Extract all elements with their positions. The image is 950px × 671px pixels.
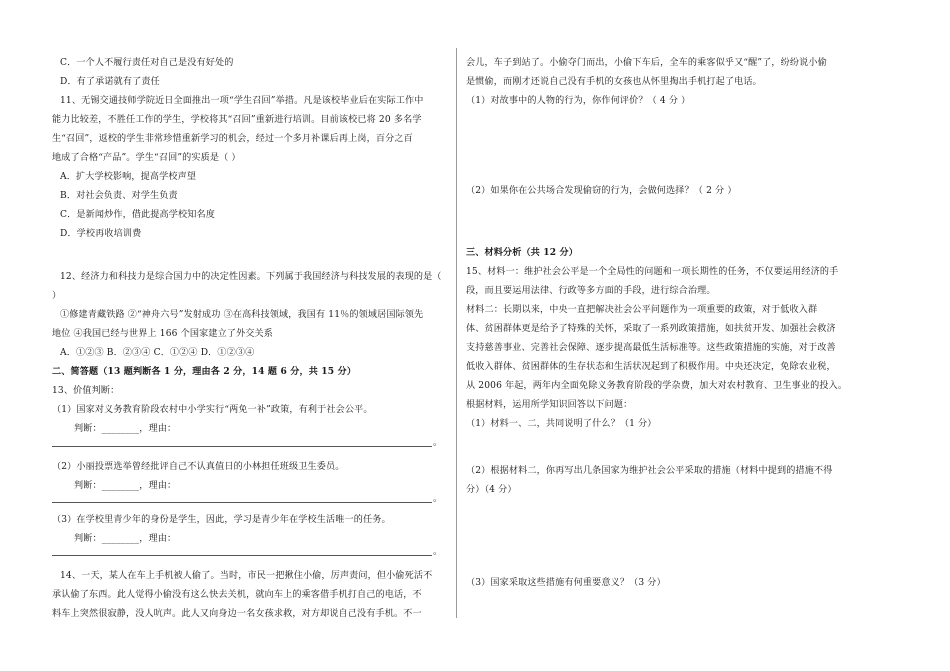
q13-item-1-answer-line (52, 446, 432, 447)
q15-sub-question-2-line-1: （2）根据材料二，你再写出几条国家为维护社会公平采取的措施（材料中提到的措施不得 (466, 466, 833, 476)
q11-stem-line-2: 能力比较差，不胜任工作的学生，学校将其“召回”重新进行培训。目前该校已将 20 多名学 (52, 115, 422, 125)
q10-option-c: C．一个人不履行责任对自己是没有好处的 (60, 58, 234, 68)
q10-option-d: D．有了承诺就有了责任 (60, 77, 160, 87)
q15-sub-question-1: （1）材料一、二，共同说明了什么？（1 分） (466, 419, 657, 429)
q12-options: A．①②③ B．②③④ C．①②④ D．①②③④ (60, 348, 255, 358)
q13-item-3: （3）在学校里青少年的身份是学生，因此，学习是青少年在学校生活唯一的任务。 (52, 515, 391, 525)
q13-item-1-judge: 判断：________，理由： (74, 424, 177, 434)
q13-item-2: （2）小丽投票选举曾经批评自己不认真值日的小林担任班级卫生委员。 (52, 462, 345, 472)
q15-sub-question-3: （3）国家采取这些措施有何重要意义？（3 分） (466, 578, 666, 588)
q15-line-7: 从 2006 年起，两年内全面免除义务教育阶段的学杂费，加大对农村教育、卫生事业的投入。 (466, 381, 848, 391)
q13-item-1: （1）国家对义务教育阶段农村中小学实行“两免一补”政策，有利于社会公平。 (52, 405, 373, 415)
section-2-heading: 二、简答题（13 题判断各 1 分，理由各 2 分，14 题 6 分，共 15 分） (52, 366, 357, 377)
q15-line-8: 根据材料，运用所学知识回答以下问题： (466, 400, 633, 410)
q13-item-2-judge: 判断：________，理由： (74, 481, 177, 491)
q15-line-4: 体、贫困群体更是给予了特殊的关怀，采取了一系列政策措施，如扶贫开发、加强社会救济 (466, 324, 836, 334)
q13-item-2-answer-line (52, 502, 432, 503)
q15-line-5: 支持慈善事业、完善社会保障、逐步提高最低生活标准等。这些政策措施的实施，对于改善 (466, 343, 836, 353)
q14-sub-question-2: （2）如果你在公共场合发现偷窃的行为，会做何选择？（ 2 分 ） (466, 186, 737, 196)
q11-option-b: B．对社会负责、对学生负责 (60, 191, 178, 201)
q15-line-3: 材料二：长期以来，中央一直把解决社会公平问题作为一项重要的政策，对于低收入群 (466, 305, 818, 315)
q14-stem-line-1: 14、一天，某人在车上手机被人偷了。当时，市民一把揪住小偷，厉声责问，但小偷死活不 (60, 571, 433, 581)
q12-stem-line-2: ） (52, 291, 62, 301)
q13-title: 13、价值判断： (52, 386, 120, 396)
q14-cont-line-2: 是惯偷，而刚才还说自己没有手机的女孩也从怀里掏出手机打起了电话。 (466, 77, 762, 87)
q15-sub-question-2-line-2: 分）（4 分） (466, 485, 517, 495)
q15-line-6: 低收入群体、贫困群体的生存状态和生活状况起到了积极作用。中央还决定，免除农业税， (466, 362, 836, 372)
q13-item-1-end: 。 (433, 438, 443, 448)
q11-option-a: A．扩大学校影响，提高学校声望 (60, 172, 197, 182)
q11-option-d: D．学校再收培训费 (60, 229, 142, 239)
q14-sub-question-1: （1）对故事中的人物的行为，你作何评价？（ 4 分 ） (466, 96, 691, 106)
q12-stem-line-3: ①修建青藏铁路 ②“神舟六号”发射成功 ③在高科技领域，我国有 11％的领域居国际领先 (60, 310, 424, 320)
q13-item-3-answer-line (52, 555, 432, 556)
section-3-heading: 三、材料分析（共 12 分） (466, 247, 579, 258)
q12-stem-line-1: 12、经济力和科技力是综合国力中的决定性因素。下列属于我国经济与科技发展的表现的是（ (60, 272, 442, 282)
q11-stem-line-1: 11、无锡交通技师学院近日全面推出一项“学生召回”举措。凡是该校毕业后在实际工作中 (60, 96, 424, 106)
q11-stem-line-4: 地成了合格“产品”。学生“召回”的实质是（ ） (52, 153, 241, 163)
q11-option-c: C．是新闻炒作，借此提高学校知名度 (60, 210, 216, 220)
q14-stem-line-3: 料车上突然很寂静，没人吭声。此人又向身边一名女孩求救，对方却说自己没有手机。不一 (52, 609, 422, 619)
q15-line-2: 段，而且要运用法律、行政等多方面的手段，进行综合治理。 (466, 286, 716, 296)
q14-stem-line-2: 承认偷了东西。此人觉得小偷没有这么快去关机，就向车上的乘客借手机打自己的电话，不 (52, 590, 422, 600)
q13-item-3-judge: 判断：________，理由： (74, 534, 177, 544)
q11-stem-line-3: 生“召回”，返校的学生非常珍惜重新学习的机会，经过一个多月补课后再上岗，百分之百 (52, 134, 413, 144)
q14-cont-line-1: 会儿，车子到站了。小偷夺门而出，小偷下车后，全车的乘客似乎又“醒”了，纷纷说小偷 (466, 58, 827, 68)
column-divider (456, 48, 457, 618)
q13-item-3-end: 。 (433, 547, 443, 557)
q13-item-2-end: 。 (433, 494, 443, 504)
q12-stem-line-4: 地位 ④我国已经与世界上 166 个国家建立了外交关系 (52, 329, 274, 339)
q15-line-1: 15、材料一：维护社会公平是一个全局性的问题和一项长期性的任务，不仅要运用经济的手 (466, 267, 839, 277)
